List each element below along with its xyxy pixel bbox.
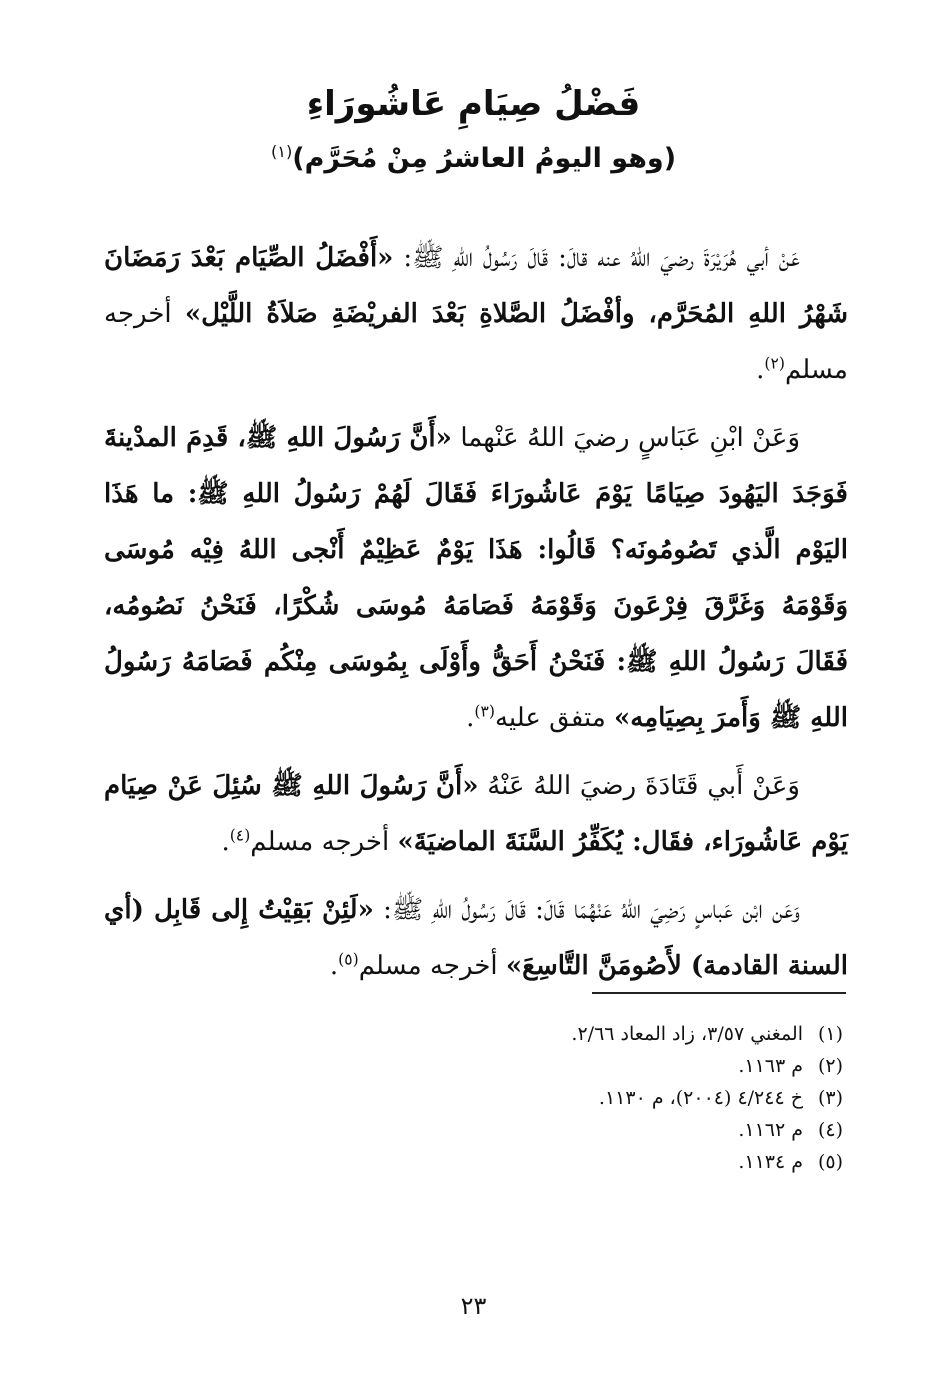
footnote-number: (١) [817, 1023, 843, 1045]
page-title: فَضْلُ صِيَامِ عَاشُورَاءِ [306, 84, 641, 124]
hadith-source: أخرجه مسلم [104, 299, 848, 385]
footnote-number: (٥) [817, 1151, 843, 1173]
footnote-item [243, 1082, 843, 1114]
sentence-end: . [329, 951, 339, 981]
subtitle-text: (وهو اليومُ العاشرُ مِنْ مُحَرَّم) [292, 143, 677, 174]
footnote-text: م ١١٦٢. [738, 1119, 803, 1141]
footnote-ref: (٤) [229, 826, 251, 845]
footnote-item [243, 1146, 843, 1178]
hadith-quote: «أَنَّ رَسُولَ اللهِ ﷺ سُئِلَ عَنْ صِيَام يَوْم عَاشُورَاء، فقَال: يُكَفِّرُ السَّنَةَ الماضيَةَ» [104, 771, 848, 857]
hadith-chain: وَعَن ابْن عَباسٍ رَضِيَ اللهُ عَنْهُمَا قَالَ: قَالَ رَسُولُ اللهِ ﷺ: [373, 895, 800, 925]
footnotes-list [243, 1018, 843, 1178]
footnote-ref: (٢) [764, 354, 785, 373]
footnote-text: المغني ٣/٥٧، زاد المعاد ٢/٦٦. [571, 1023, 803, 1045]
footnote-number: (٣) [817, 1087, 843, 1109]
hadith-source: أخرجه مسلم [358, 951, 506, 981]
hadith-quote: «أَفْضَلُ الصِّيَام بَعْدَ رَمَضَانَ شَهْرُ اللهِ المُحَرَّم، وأفْضَلُ الصَّلاةِ بَعْدَ الفريْضَةِ صَلاَةُ اللَّيْل» [104, 243, 848, 329]
footnote-item [243, 1018, 843, 1050]
footnote-number: (٤) [817, 1119, 843, 1141]
hadith-chain: عَنْ أبي هُرَيْرَةَ رضيَ اللهُ عنه قالَ: قَالَ رَسُولُ اللهِ ﷺ: [393, 243, 800, 273]
footnote-ref: (٣) [474, 702, 495, 721]
hadith-paragraph-3 [104, 758, 848, 870]
footnote-divider [592, 992, 846, 994]
footnote-number: (٢) [817, 1055, 843, 1077]
footnote-text: م ١١٣٤. [738, 1151, 803, 1173]
sentence-end: . [221, 827, 230, 857]
sentence-end: . [466, 703, 475, 733]
hadith-source: متفق عليه [494, 703, 615, 733]
hadith-paragraph-2 [104, 410, 848, 746]
hadith-source: أخرجه مسلم [250, 827, 398, 857]
page-subtitle [0, 138, 947, 180]
footnote-text: م ١١٦٣. [738, 1055, 803, 1077]
hadith-chain: وَعَنْ ابْنِ عَبَاسٍ رضيَ اللهُ عَنْهما [451, 423, 800, 453]
footnote-text: خ ٤/٢٤٤ (٢٠٠٤)، م ١١٣٠. [598, 1087, 803, 1109]
sentence-end: . [756, 355, 765, 385]
page-number: ٢٣ [460, 1292, 487, 1320]
hadith-quote: «أَنَّ رَسُولَ اللهِ ﷺ، قَدِمَ المدْينةَ فَوَجَدَ اليَهُودَ صِيَامًا يَوْمَ عَاشُورَاءَ فَقَالَ لَهُمْ رَسُولُ اللهِ ﷺ: ما هَذَا اليَوْم الَّذي تَصُومُونَه؟ قَالُوا: هَذَا يَوْمٌ عَظِيْمٌ أَنْجى اللهُ فِيْه مُوسَى وَقَوْمَهُ وَغَرَّقَ فِرْعَونَ وَقَوْمَهُ فَصَامَهُ مُوسَى شُكْرًا، فَنَحْنُ نَصُومُه، فَقَالَ رَسُولُ اللهِ ﷺ: فَنَحْنُ أَحَقُّ وأَوْلَى بِمُوسَى مِنْكُم فَصَامَهُ رَسُولُ اللهِ ﷺ وَأَمرَ بِصِيَامِه» [104, 423, 848, 733]
hadith-paragraph-1 [104, 230, 848, 398]
footnote-item [243, 1114, 843, 1146]
hadith-quote: «لَئِنْ بَقِيْتُ إِلى قَابِل (أي السنة القادمة) لأَصُومَنَّ التَّاسِعَ» [104, 895, 848, 981]
footnote-item [243, 1050, 843, 1082]
hadith-chain: وَعَنْ أَبي قَتَادَةَ رضيَ اللهُ عَنْهُ [478, 771, 800, 801]
footnote-ref: (٥) [338, 950, 359, 969]
subtitle-footnote-ref: (١) [270, 142, 293, 161]
hadith-paragraph-4 [104, 882, 848, 994]
body-text [104, 230, 848, 1006]
